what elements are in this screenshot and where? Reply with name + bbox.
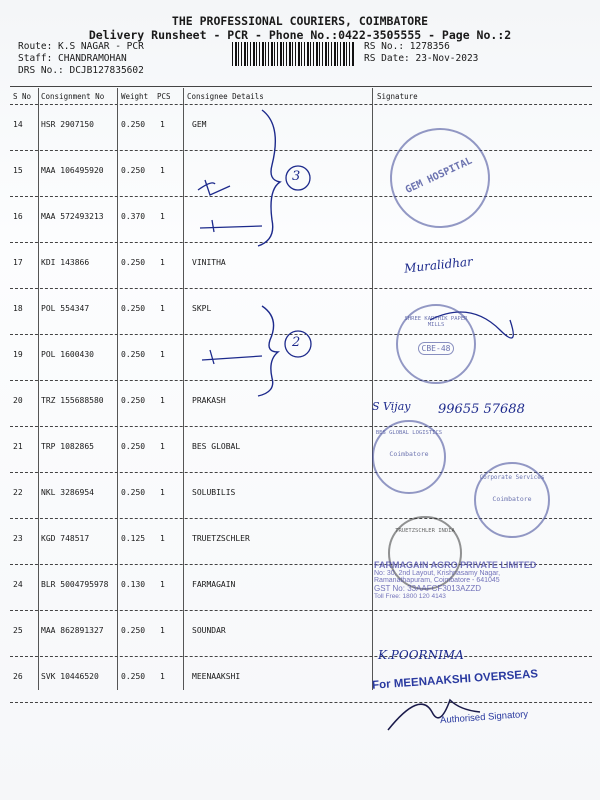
rs-date: RS Date: 23-Nov-2023 [364,53,479,64]
row-weight: 0.250 [121,672,146,681]
farmagain-stamp [374,560,594,600]
bes-global-stamp [372,420,446,494]
count-3-annotation: 3 [292,169,301,184]
row-consignee: SOUNDAR [192,626,226,635]
row-sno: 16 [13,212,23,221]
row-pcs: 1 [160,580,165,589]
company-title: THE PROFESSIONAL COURIERS, COIMBATORE [171,14,429,28]
karthik-stamp-code: CBE-48 [418,342,455,355]
row-sno: 24 [13,580,23,589]
row-pcs: 1 [160,672,165,681]
phone-row-20: 99655 57688 [438,402,525,417]
row-sno: 22 [13,488,23,497]
farmagain-stamp-line: GST No: 33AAFCF3013AZZD [374,584,481,593]
row-pcs: 1 [160,258,165,267]
row-pcs: 1 [160,396,165,405]
name-row-25: K.POORNIMA [378,648,464,662]
row-pcs: 1 [160,442,165,451]
row-consignee: TRUETZSCHLER [192,534,250,543]
runsheet-subtitle: Delivery Runsheet - PCR - Phone No.:0422-3505555 - Page No.:2 [88,28,512,42]
meenaakshi-stamp-title: For MEENAAKSHI OVERSEAS [371,668,539,692]
row-sno: 19 [13,350,23,359]
row-pcs: 1 [160,120,165,129]
row-pcs: 1 [160,212,165,221]
row-weight: 0.250 [121,166,146,175]
karthik-stamp-text: SHREE KARTHIK PAPER MILLS [404,316,468,328]
truetzschler-stamp-text: TRUETZSCHLER INDIA [395,528,455,534]
row-consignment: MAA 862891327 [41,626,104,635]
row-consignee: GEM [192,120,207,129]
row-sno: 23 [13,534,23,543]
row-weight: 0.370 [121,212,146,221]
row-consignee: VINITHA [192,258,226,267]
row-sno: 18 [13,304,23,313]
row-weight: 0.125 [121,534,146,543]
staff-text: Staff: CHANDRAMOHAN [18,53,127,64]
row-consignee: SOLUBILIS [192,488,236,497]
solubilis-stamp-text: Corporate Services [479,474,545,481]
row-pcs: 1 [160,626,165,635]
col-header-consignment: Consignment No [41,92,105,101]
row-consignee: PRAKASH [192,396,226,405]
row-sno: 15 [13,166,23,175]
row-sno: 14 [13,120,23,129]
row-consignee: FARMAGAIN [192,580,236,589]
rs-number: RS No.: 1278356 [364,41,450,52]
col-header-consignee: Consignee Details [187,92,264,101]
row-weight: 0.250 [121,396,146,405]
row-consignment: MAA 572493213 [41,212,104,221]
row-consignment: SVK 10446520 [41,672,99,681]
bes-stamp-text: BES GLOBAL LOGISTICS [375,430,443,436]
row-sno: 17 [13,258,23,267]
row-consignment: POL 1600430 [41,350,94,359]
row-pcs: 1 [160,166,165,175]
farmagain-stamp-line: Ramanathapuram, Coimbatore - 641045 [374,577,500,584]
row-consignment: KDI 143866 [41,258,90,267]
farmagain-stamp-line: FARMAGAIN AGRO PRIVATE LIMITED [374,560,537,570]
farmagain-stamp-line: No: 30, 2nd Layout, Krishnasamy Nagar, [374,570,501,577]
row-consignment: MAA 106495920 [41,166,104,175]
row-pcs: 1 [160,350,165,359]
row-weight: 0.250 [121,626,146,635]
row-weight: 0.250 [121,304,146,313]
signature-row-20: S Vijay [372,400,411,413]
solubilis-stamp [474,462,550,538]
count-2-annotation: 2 [292,335,301,350]
signature-row-17: Muralidhar [403,254,474,276]
route-text: Route: K.S NAGAR - PCR [18,41,144,52]
row-consignment: TRP 1082865 [41,442,94,451]
row-consignee: MEENAAKSHI [192,672,241,681]
row-consignment: POL 554347 [41,304,90,313]
solubilis-stamp-city: Coimbatore [492,495,532,503]
farmagain-stamp-line: Toll Free: 1800 120 4143 [374,593,446,600]
row-pcs: 1 [160,304,165,313]
row-consignee: SKPL [192,304,212,313]
row-weight: 0.130 [121,580,146,589]
row-sno: 20 [13,396,23,405]
row-sno: 25 [13,626,23,635]
row-sno: 26 [13,672,23,681]
bes-stamp-city: Coimbatore [389,450,429,458]
row-weight: 0.250 [121,120,146,129]
col-header-pcs: PCS [157,92,171,101]
row-weight: 0.250 [121,442,146,451]
row-pcs: 1 [160,534,165,543]
col-header-weight: Weight [121,92,149,101]
row-weight: 0.250 [121,258,146,267]
gem-stamp-text: GEM HOSPITAL [403,155,475,196]
row-consignment: HSR 2907150 [41,120,94,129]
col-header-sno: S No [13,92,32,101]
authorised-signatory-label: Authorised Signatory [439,708,529,727]
row-consignment: BLR 5004795978 [41,580,109,589]
row-weight: 0.250 [121,350,146,359]
row-consignee: BES GLOBAL [192,442,241,451]
drs-number: DRS No.: DCJB127835602 [18,65,144,76]
row-consignment: NKL 3286954 [41,488,94,497]
row-consignment: KGD 748517 [41,534,90,543]
row-weight: 0.250 [121,488,146,497]
row-sno: 21 [13,442,23,451]
row-consignment: TRZ 155688580 [41,396,104,405]
karthik-paper-stamp [396,304,476,384]
col-header-signature: Signature [377,92,418,101]
row-pcs: 1 [160,488,165,497]
